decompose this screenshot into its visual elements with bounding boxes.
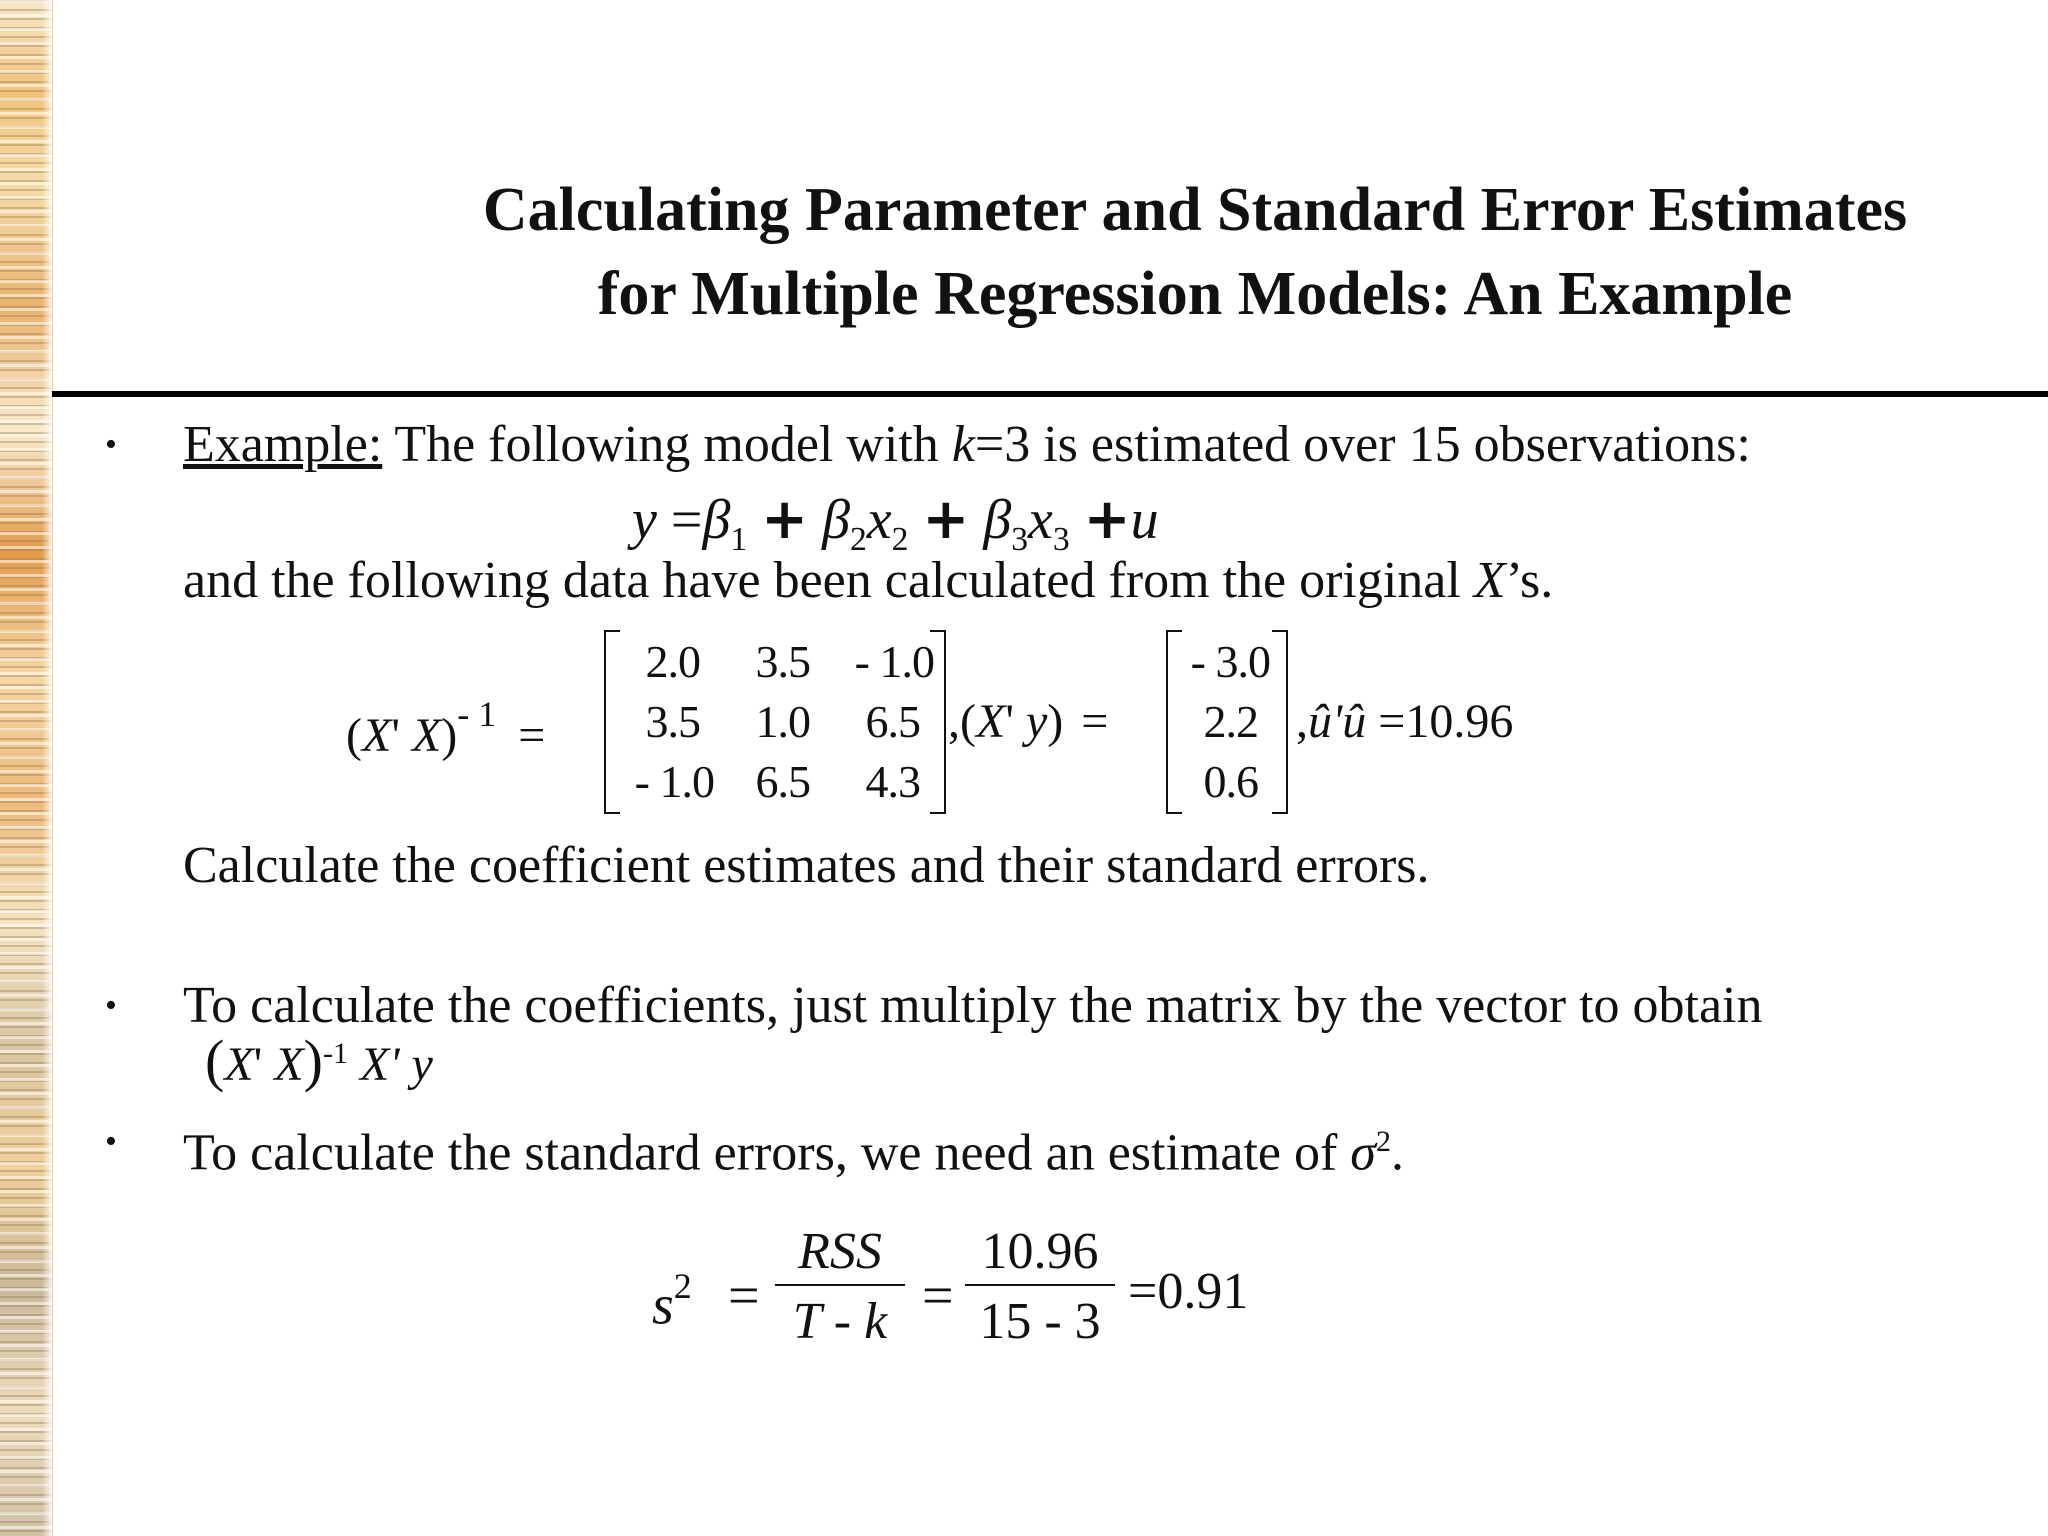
s2-fraction-line-2: [965, 1284, 1115, 1286]
eq-sub-x3: 3: [1052, 521, 1070, 559]
s2-numerator-1: RSS: [798, 1223, 882, 1280]
xtx-cell-r2c1: 3.5: [645, 696, 700, 747]
eq-sub-x2: 2: [891, 521, 909, 559]
s2-s: s: [652, 1274, 674, 1337]
rss-comma: ,: [1296, 695, 1308, 748]
s2-equals-2: =: [922, 1265, 954, 1327]
formula-x2: X: [274, 1038, 304, 1091]
eq-plus-1: +: [761, 487, 809, 552]
question-text: Calculate the coefficient estimates and their standard errors.: [183, 837, 1430, 894]
eq-plus-2: +: [922, 487, 970, 552]
bullet-1-text-b: =3 is estimated over 15 observations:: [974, 416, 1751, 473]
xtx-cell-r2c2: 1.0: [755, 696, 810, 747]
eq-sub-3: 3: [1011, 521, 1029, 559]
eq-beta-3: β: [983, 489, 1012, 551]
s2-equals-1: =: [728, 1265, 760, 1327]
bullet-marker-3: •: [105, 1123, 117, 1160]
xtx-cell-r3c3: 4.3: [865, 756, 920, 807]
xtx-cell-r1c2: 3.5: [755, 636, 810, 687]
s2-sup: 2: [673, 1266, 692, 1306]
data-sentence-b: ’s.: [1505, 552, 1554, 609]
xtx-x2: X: [411, 709, 442, 762]
k-variable: k: [951, 416, 975, 473]
s2-den-1-text: T - k: [792, 1293, 888, 1350]
xty-x: X: [975, 695, 1006, 748]
eq-sub-2: 2: [849, 521, 867, 559]
xty-y: y: [1025, 695, 1048, 748]
formula-x1: X: [224, 1038, 254, 1091]
bullet-3-text-a: To calculate the standard errors, we need an estimate of: [183, 1124, 1351, 1182]
bullet-3-text: [183, 1112, 1404, 1183]
bullet-2-text: To calculate the coefficients, just multiply the matrix by the vector to obtain: [183, 977, 1763, 1034]
rss-equals: =: [1378, 695, 1406, 748]
eq-y: y: [632, 489, 657, 551]
xtx-cell-r3c2: 6.5: [755, 756, 810, 807]
s2-denominator-1: [775, 1292, 905, 1352]
xtx-sup: - 1: [457, 694, 497, 734]
xtx-cell-r2c3: 6.5: [865, 696, 920, 747]
sigma-sup: 2: [1375, 1125, 1391, 1158]
xtx-open: (: [346, 709, 362, 762]
eq-beta-1: β: [702, 489, 731, 551]
xty-open: (: [960, 695, 976, 748]
xtx-prime: ': [391, 709, 400, 762]
eq-u: u: [1130, 489, 1159, 551]
xtx-x1: X: [361, 709, 392, 762]
rss-value: 10.96: [1405, 695, 1514, 748]
title-line-2: for Multiple Regression Models: An Example: [597, 260, 1793, 328]
xtx-cell-r3c1: - 1.0: [634, 756, 714, 807]
xty-cell-2: 2.2: [1203, 696, 1258, 747]
xtx-cell-r1c3: - 1.0: [854, 636, 934, 687]
formula-open: (: [205, 1028, 225, 1093]
data-sentence: [183, 551, 1553, 611]
eq-equals: =: [670, 489, 703, 551]
s2-result-value: 0.91: [1157, 1263, 1249, 1320]
bullet-2-formula: [205, 1026, 433, 1093]
formula-sup: -1: [322, 1037, 348, 1070]
s2-fraction-line-1: [775, 1284, 905, 1286]
s2-result: [1128, 1262, 1248, 1322]
bullet-marker-1: •: [105, 426, 117, 463]
bullet-3-text-b: .: [1390, 1124, 1404, 1182]
rss-label: [1296, 692, 1513, 752]
rss-expr: û'û: [1308, 695, 1367, 748]
xty-cell-1: - 3.0: [1190, 636, 1270, 687]
xty-cell-3: 0.6: [1203, 756, 1258, 807]
formula-tail: X' y: [359, 1038, 433, 1091]
eq-beta-2: β: [822, 489, 850, 551]
title-line-1: Calculating Parameter and Standard Error Estimates: [482, 176, 1908, 244]
slide-title: [330, 168, 2048, 336]
example-label: Example:: [183, 416, 383, 473]
sigma-symbol: σ: [1350, 1124, 1376, 1182]
eq-x-2: x: [866, 489, 892, 551]
formula-close: ): [303, 1028, 323, 1093]
xty-label: [948, 692, 1108, 752]
data-sentence-a: and the following data have been calculated from the original: [183, 552, 1474, 609]
xtx-cell-r1c1: 2.0: [645, 636, 700, 687]
eq-sub-1: 1: [730, 521, 748, 559]
xtx-inverse-label: [346, 692, 545, 766]
s2-denominator-2: 15 - 3: [979, 1293, 1101, 1350]
bullet-1-text: [183, 415, 1751, 475]
formula-prime: ': [253, 1038, 263, 1091]
xtx-close: ): [441, 709, 458, 762]
bullet-1-text-a: The following model with: [382, 416, 952, 473]
eq-plus-3: +: [1083, 487, 1131, 552]
decorative-side-strip: [0, 0, 53, 1536]
xty-comma: ,: [948, 695, 960, 748]
xty-prime: ': [1005, 695, 1014, 748]
xty-equals: =: [1081, 695, 1109, 748]
title-divider: [52, 391, 2048, 397]
eq-x-3: x: [1028, 489, 1053, 551]
xty-right-bracket: [1272, 630, 1288, 814]
s2-term: [652, 1262, 692, 1336]
xty-close: ): [1047, 695, 1064, 748]
bullet-marker-2: •: [105, 987, 117, 1024]
xtx-equals: =: [518, 709, 546, 762]
s2-equals-3: =: [1128, 1263, 1158, 1320]
s2-numerator-2: 10.96: [981, 1223, 1099, 1280]
data-sentence-x: X: [1473, 552, 1506, 609]
